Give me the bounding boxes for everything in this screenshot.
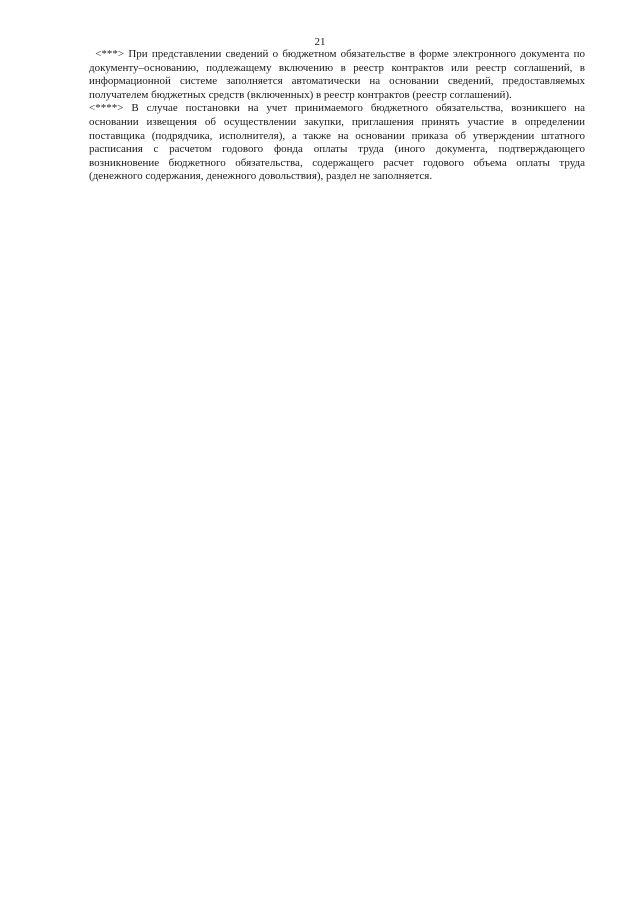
footnote-text: При представлении сведений о бюджетном обязательстве в форме электронного документа по документу–основанию, подлежащему включению в реестр контрактов или реестр соглашений, в информационной системе заполняется автоматически на основании сведений, предоставляемых получателем бюджетных средств (включенных) в реестр контрактов (реестр соглашений). <box>89 48 586 101</box>
footnote-triple-asterisk <box>89 48 585 102</box>
footnotes-block <box>89 48 585 184</box>
footnote-marker: <***> <box>95 48 125 60</box>
footnote-marker: <****> <box>89 102 124 115</box>
page-number: 21 <box>314 36 326 48</box>
footnote-text: В случае постановки на учет принимаемого бюджетного обязательства, возникшего на основании извещения об осуществлении закупки, приглашения принять участие в определении поставщика (подрядчика, исполнителя), а также на основании приказа об утверждении штатного расписания с расчетом годового фонда оплаты труда (иного документа, подтверждающего возникновение бюджетного обязательства, содержащего расчет годового объема оплаты труда (денежного содержания, денежного довольствия), раздел не заполняется. <box>89 102 585 183</box>
footnote-quad-asterisk <box>89 102 585 184</box>
